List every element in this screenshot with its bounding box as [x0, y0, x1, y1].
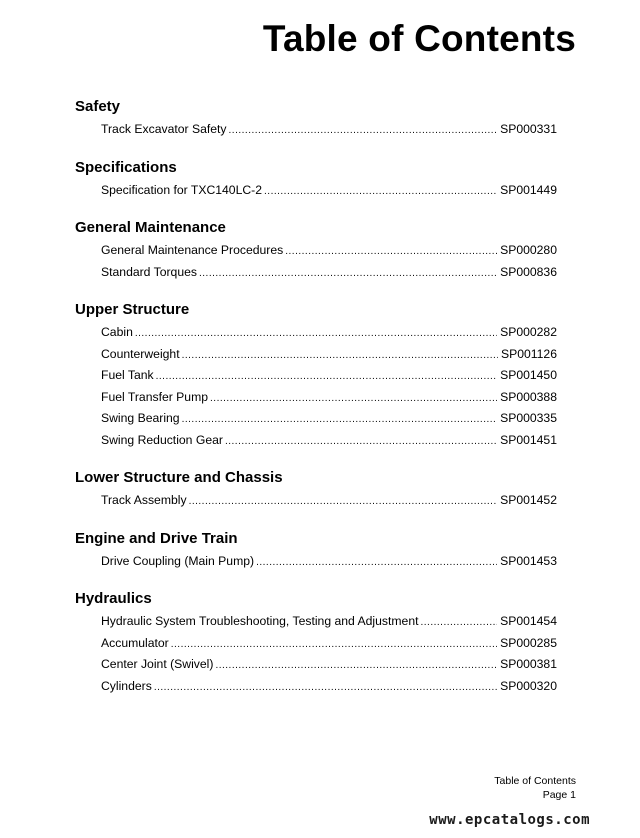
toc-entry-label: Fuel Transfer Pump — [101, 389, 209, 404]
toc-section — [75, 528, 557, 573]
toc-entry[interactable] — [75, 551, 557, 573]
dot-leader — [135, 323, 497, 345]
toc-entry-code: SP000836 — [500, 264, 557, 279]
toc-entry-code: SP000320 — [500, 678, 557, 693]
dot-leader — [154, 677, 497, 699]
section-heading: Upper Structure — [75, 301, 190, 318]
toc-entry[interactable] — [75, 387, 557, 409]
toc-entry[interactable] — [75, 611, 557, 633]
toc-entry-label: Cabin — [101, 325, 133, 339]
toc-entry-code: SP001454 — [500, 614, 557, 628]
toc-entry[interactable] — [75, 119, 557, 141]
toc-entry-label: Drive Coupling (Main Pump) — [101, 553, 255, 568]
toc-entry[interactable] — [75, 344, 557, 366]
dot-leader — [210, 388, 497, 410]
footer-page-number: Page 1 — [542, 789, 576, 801]
toc-section — [75, 157, 557, 202]
toc-entry-code: SP001449 — [500, 182, 557, 197]
toc-entry[interactable] — [75, 430, 557, 452]
toc-entry[interactable] — [75, 490, 557, 512]
toc-entry[interactable] — [75, 262, 557, 284]
toc-entry[interactable] — [75, 180, 557, 202]
toc-entry-label: Center Joint (Swivel) — [101, 657, 214, 671]
section-heading: Engine and Drive Train — [75, 529, 238, 547]
toc-entry-code: SP000331 — [500, 122, 557, 136]
table-of-contents — [75, 96, 557, 713]
dot-leader — [215, 655, 497, 677]
toc-entry[interactable] — [75, 676, 557, 698]
dot-leader — [189, 491, 498, 513]
toc-entry-label: Cylinders — [101, 678, 152, 693]
toc-entry-label: Standard Torques — [101, 264, 197, 279]
dot-leader — [225, 431, 497, 453]
dot-leader — [264, 181, 497, 203]
section-heading: Specifications — [75, 158, 177, 176]
toc-entry-code: SP001126 — [500, 346, 557, 361]
page-footer — [494, 774, 576, 802]
toc-entry-code: SP001450 — [500, 368, 557, 382]
toc-entry-label: Track Excavator Safety — [101, 122, 227, 136]
section-heading: Safety — [75, 98, 121, 115]
toc-section — [75, 96, 557, 141]
toc-entry-code: SP000280 — [500, 243, 557, 257]
toc-entry-code: SP001453 — [500, 553, 557, 568]
toc-entry-label: General Maintenance Procedures — [101, 243, 284, 257]
toc-section — [75, 588, 557, 697]
toc-entry[interactable] — [75, 240, 557, 262]
toc-entry[interactable] — [75, 322, 557, 344]
toc-entry[interactable] — [75, 633, 557, 655]
toc-entry-label: Counterweight — [101, 346, 180, 361]
toc-entry-label: Fuel Tank — [101, 368, 154, 382]
toc-entry-label: Hydraulic System Troubleshooting, Testing and Adjustment — [101, 614, 419, 628]
toc-entry-code: SP000388 — [500, 389, 557, 404]
dot-leader — [171, 634, 497, 656]
toc-entry-label: Accumulator — [101, 635, 169, 650]
toc-entry[interactable] — [75, 365, 557, 387]
toc-entry-code: SP000285 — [500, 635, 557, 650]
toc-entry-label: Track Assembly — [101, 493, 187, 507]
page-title: Table of Contents — [262, 18, 576, 59]
toc-entry-label: Swing Reduction Gear — [101, 432, 223, 447]
toc-entry[interactable] — [75, 408, 557, 430]
toc-entry-code: SP001451 — [500, 432, 557, 447]
dot-leader — [421, 612, 498, 634]
dot-leader — [285, 241, 497, 263]
toc-section — [75, 467, 557, 512]
toc-entry-code: SP000282 — [500, 325, 557, 339]
footer-doc-title: Table of Contents — [494, 775, 576, 787]
section-heading: Hydraulics — [75, 590, 152, 607]
section-heading: General Maintenance — [75, 219, 226, 236]
dot-leader — [229, 120, 498, 142]
dot-leader — [156, 366, 497, 388]
toc-entry[interactable] — [75, 654, 557, 676]
toc-entry-label: Specification for TXC140LC-2 — [101, 182, 263, 197]
dot-leader — [199, 263, 497, 285]
dot-leader — [182, 409, 497, 431]
section-heading: Lower Structure and Chassis — [75, 469, 283, 486]
toc-section — [75, 217, 557, 283]
toc-entry-code: SP000381 — [500, 657, 557, 671]
toc-section — [75, 299, 557, 451]
watermark: www.epcatalogs.com — [429, 812, 590, 828]
toc-entry-code: SP000335 — [500, 411, 557, 425]
toc-entry-code: SP001452 — [500, 493, 557, 507]
dot-leader — [256, 552, 497, 574]
toc-entry-label: Swing Bearing — [101, 411, 180, 425]
dot-leader — [182, 345, 498, 367]
